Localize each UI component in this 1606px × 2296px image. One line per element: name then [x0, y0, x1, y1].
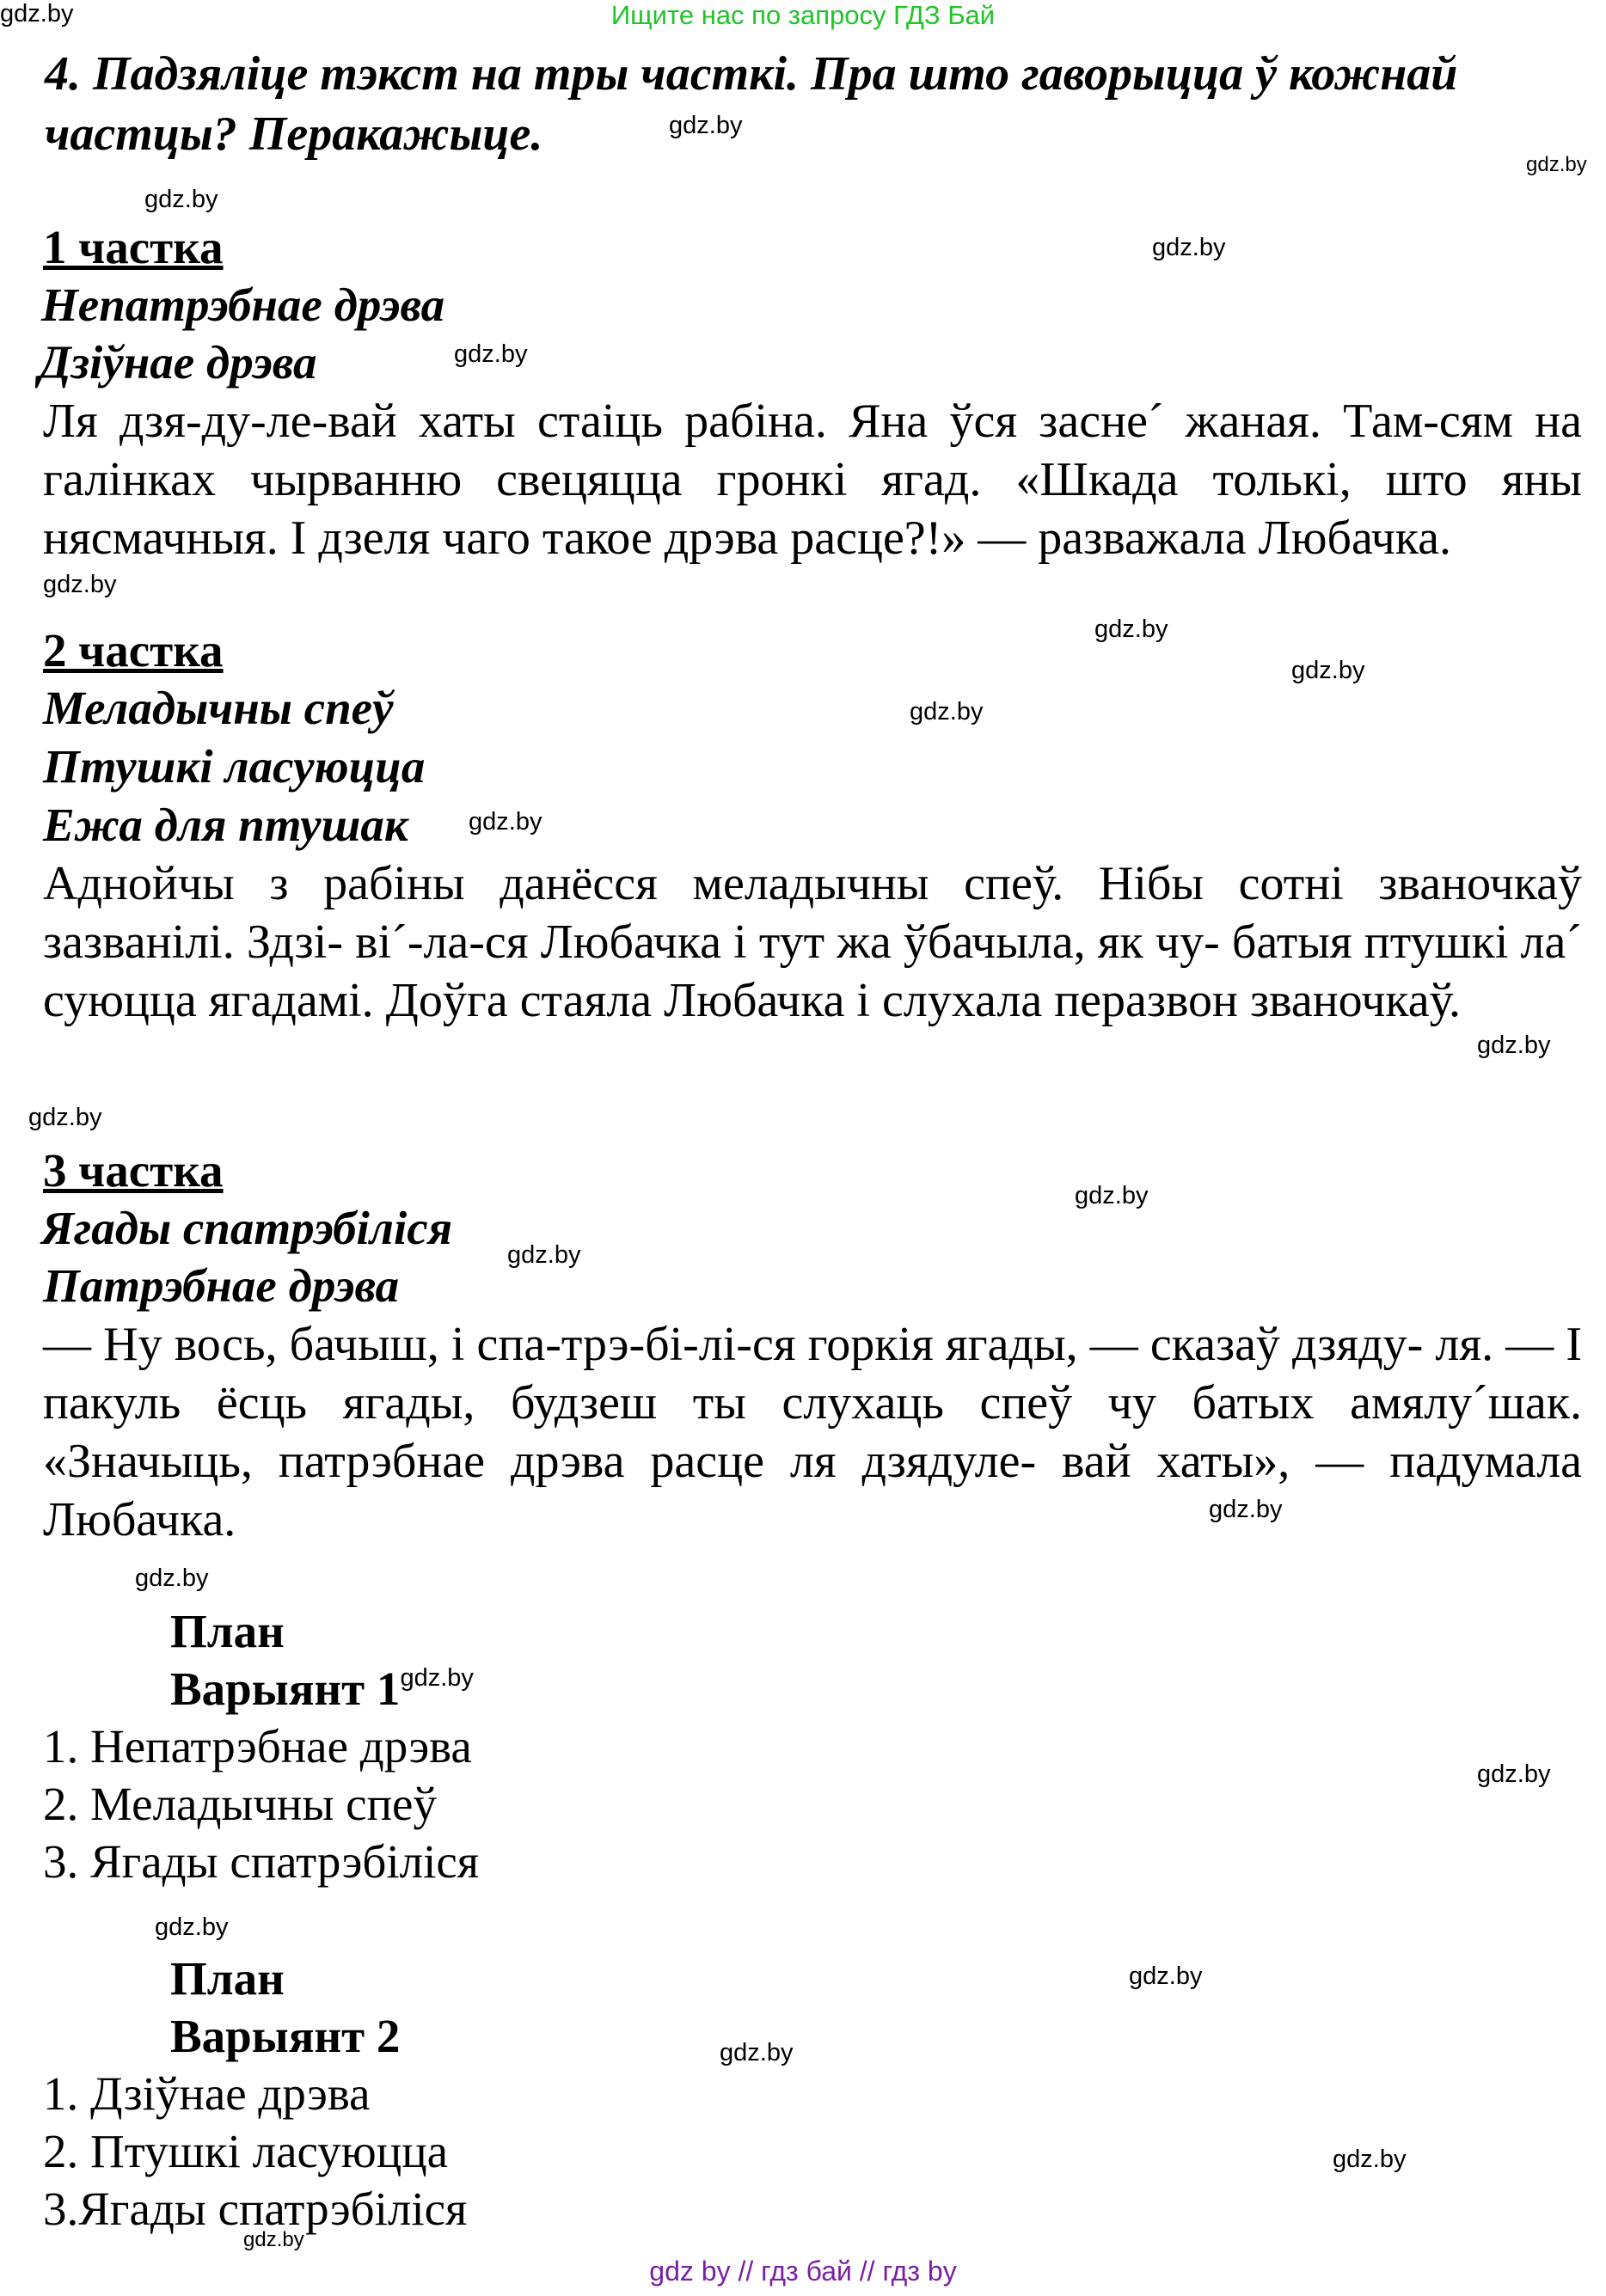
task-title-line-2: частцы? Перакажыце.: [45, 107, 543, 161]
watermark: gdz.by: [669, 112, 743, 139]
task-title-line-1: 4. Падзяліце тэкст на тры часткі. Пра што гаворыцца ў кожнай: [45, 47, 1458, 101]
watermark: gdz.by: [507, 1241, 581, 1269]
watermark: gdz.by: [144, 186, 218, 213]
watermark: gdz.by: [0, 0, 74, 28]
part-2-heading: 2 частка: [43, 624, 224, 677]
part-3-title-2: Патрэбнае дрэва: [43, 1259, 400, 1312]
plan-2-item-2: 2. Птушкі ласуюцца: [43, 2125, 449, 2177]
part-1-heading: 1 частка: [43, 221, 224, 273]
plan-2-item-1: 1. Дзіўнае дрэва: [43, 2067, 371, 2120]
plan-1-item-3: 3. Ягады спатрэбіліся: [43, 1835, 480, 1888]
watermark: gdz.by: [1209, 1496, 1283, 1523]
watermark: gdz.by: [720, 2039, 794, 2066]
part-3-text: — Ну вось, бачыш, і спа-трэ-бі-лі-ся горкія ягады, — сказаў дзяду- ля. — І пакуль ёсць ягады, будзеш ты слухаць спеў чу батых амялу´шак. «Значыць, патрэбнае дрэва расце ля дзядуле- вай хаты», — падумала Любачка.: [43, 1318, 1582, 1546]
watermark: gdz.by: [454, 340, 528, 368]
watermark: gdz.by: [1094, 615, 1168, 643]
plan-2-item-3: 3.Ягады спатрэбіліся: [43, 2183, 468, 2235]
part-2-title-2: Птушкі ласуюцца: [43, 740, 426, 793]
part-3-heading: 3 частка: [43, 1144, 224, 1197]
watermark: gdz.by: [400, 1664, 474, 1692]
part-1-text: Ля дзя-ду-ле-вай хаты стаіць рабіна. Яна ўся засне´ жаная. Там-сям на галінках чырванню свецяцца гронкі ягад. «Шкада толькі, што яны нясмачныя. І дзеля чаго такое дрэва расце?!» — разважала Любачка.: [43, 395, 1582, 565]
plan-1-variant: [170, 1662, 474, 1716]
part-1-title-2: Дзіўнае дрэва: [39, 336, 317, 389]
watermark: gdz.by: [28, 1104, 102, 1131]
watermark: gdz.by: [155, 1913, 229, 1941]
watermark: gdz.by: [1477, 1760, 1551, 1788]
watermark: gdz.by: [1526, 153, 1587, 176]
plan-1-item-2: 2. Меладычны спеў: [43, 1778, 437, 1830]
watermark: gdz.by: [1152, 234, 1226, 261]
part-2-text: Аднойчы з рабіны данёсся меладычны спеў. Нібы сотні званочкаў зазванілі. Здзі- ві´-ла-ся Любачка і тут жа ўбачыла, як чу- батыя птушкі ла´ суюцца ягадамі. Доўга стаяла Любачка і слухала перазвон званочкаў.: [43, 857, 1582, 1027]
part-2-title-1: Меладычны спеў: [43, 682, 394, 734]
watermark: gdz.by: [1075, 1182, 1149, 1209]
watermark: gdz.by: [1477, 1032, 1551, 1059]
part-1-title-1: Непатрэбнае дрэва: [41, 279, 445, 331]
part-2-title-3: Ежа для птушак: [43, 799, 408, 851]
top-search-banner[interactable]: Ищите нас по запросу ГДЗ Бай: [610, 0, 996, 30]
plan-1-item-1: 1. Непатрэбнае дрэва: [43, 1720, 472, 1773]
plan-1-variant-label: Варыянт 1: [170, 1662, 401, 1715]
watermark: gdz.by: [135, 1564, 209, 1592]
part-3-title-1: Ягады спатрэбіліся: [41, 1202, 453, 1254]
watermark: gdz.by: [243, 2228, 304, 2251]
plan-2-heading: План: [170, 1952, 285, 2005]
watermark: gdz.by: [469, 808, 542, 836]
plan-1-heading: План: [170, 1605, 285, 1657]
watermark: gdz.by: [1129, 1962, 1203, 1990]
watermark: gdz.by: [910, 698, 984, 726]
bottom-site-banner[interactable]: gdz by // гдз бай // гдз by: [649, 2256, 957, 2287]
watermark: gdz.by: [1291, 657, 1365, 684]
watermark: gdz.by: [1333, 2146, 1407, 2173]
plan-2-variant: Варыянт 2: [170, 2010, 401, 2062]
watermark: gdz.by: [43, 571, 117, 598]
